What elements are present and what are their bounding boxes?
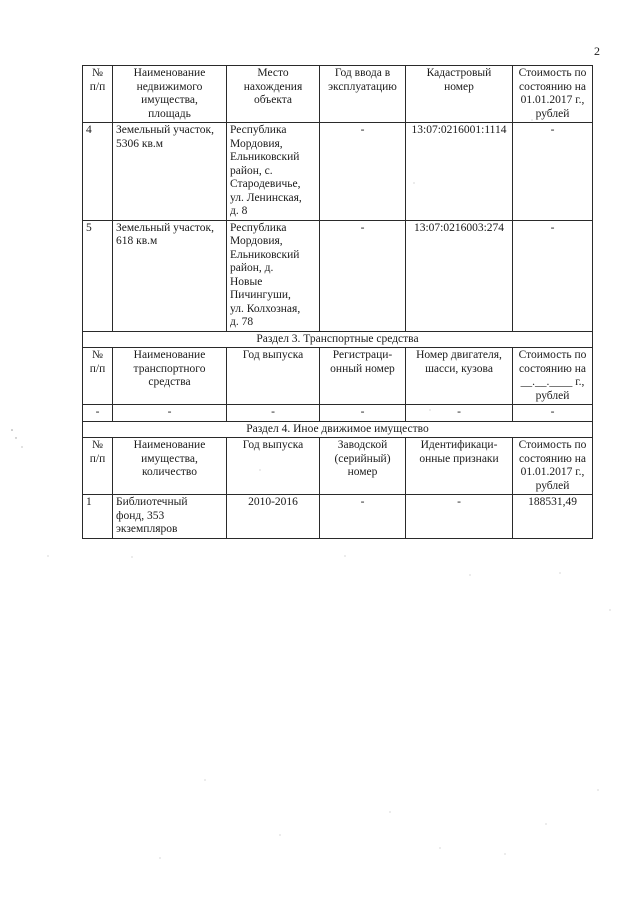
header-cost: Стоимость по состоянию на 01.01.2017 г., рублей — [513, 66, 593, 123]
row-cadastral: 13:07:0216001:1114 — [406, 123, 513, 221]
row-cell: - — [227, 405, 320, 422]
header-identification: Идентификаци- онные признаки — [406, 438, 513, 495]
header-vehicle-name: Наименование транспортного средства — [113, 348, 227, 405]
row-number: 1 — [83, 495, 113, 539]
table-row — [83, 495, 593, 539]
row-cell: - — [513, 405, 593, 422]
row-cost: 188531,49 — [513, 495, 593, 539]
row-number: 4 — [83, 123, 113, 221]
table-row — [83, 405, 593, 422]
header-number: № п/п — [83, 66, 113, 123]
header-property-name: Наименование имущества, количество — [113, 438, 227, 495]
header-number: № п/п — [83, 348, 113, 405]
header-engine-number: Номер двигателя, шасси, кузова — [406, 348, 513, 405]
row-year: - — [320, 123, 406, 221]
header-serial-number: Заводской (серийный) номер — [320, 438, 406, 495]
row-year: - — [320, 220, 406, 331]
header-name: Наименование недвижимого имущества, площадь — [113, 66, 227, 123]
header-release-year: Год выпуска — [227, 438, 320, 495]
header-registration-number: Регистраци- онный номер — [320, 348, 406, 405]
header-number: № п/п — [83, 438, 113, 495]
header-commission-year: Год ввода в эксплуатацию — [320, 66, 406, 123]
row-name: Библиотечный фонд, 353 экземпляров — [113, 495, 227, 539]
row-cell: - — [83, 405, 113, 422]
row-cell: - — [113, 405, 227, 422]
transport-header-row — [83, 348, 593, 405]
section-title-row — [83, 421, 593, 438]
section-4-title: Раздел 4. Иное движимое имущество — [83, 421, 593, 438]
header-cost: Стоимость по состоянию на 01.01.2017 г., рублей — [513, 438, 593, 495]
section-3-title: Раздел 3. Транспортные средства — [83, 331, 593, 348]
header-cadastral-number: Кадастровый номер — [406, 66, 513, 123]
row-serial: - — [320, 495, 406, 539]
row-cost: - — [513, 123, 593, 221]
row-location: Республика Мордовия, Ельниковский район, д. Новые Пичингуши, ул. Колхозная, д. 78 — [227, 220, 320, 331]
section-title-row — [83, 331, 593, 348]
header-release-year: Год выпуска — [227, 348, 320, 405]
realty-header-row — [83, 66, 593, 123]
row-cost: - — [513, 220, 593, 331]
table-row — [83, 123, 593, 221]
header-location: Место нахождения объекта — [227, 66, 320, 123]
row-name: Земельный участок, 618 кв.м — [113, 220, 227, 331]
row-cell: - — [320, 405, 406, 422]
property-table — [82, 65, 593, 539]
row-year: 2010-2016 — [227, 495, 320, 539]
row-name: Земельный участок, 5306 кв.м — [113, 123, 227, 221]
row-number: 5 — [83, 220, 113, 331]
row-location: Республика Мордовия, Ельниковский район, с. Стародевичье, ул. Ленинская, д. 8 — [227, 123, 320, 221]
page-number: 2 — [594, 44, 600, 58]
row-ident: - — [406, 495, 513, 539]
table-row — [83, 220, 593, 331]
header-cost: Стоимость по состоянию на __.__.____ г., рублей — [513, 348, 593, 405]
row-cell: - — [406, 405, 513, 422]
row-cadastral: 13:07:0216003:274 — [406, 220, 513, 331]
movable-header-row — [83, 438, 593, 495]
